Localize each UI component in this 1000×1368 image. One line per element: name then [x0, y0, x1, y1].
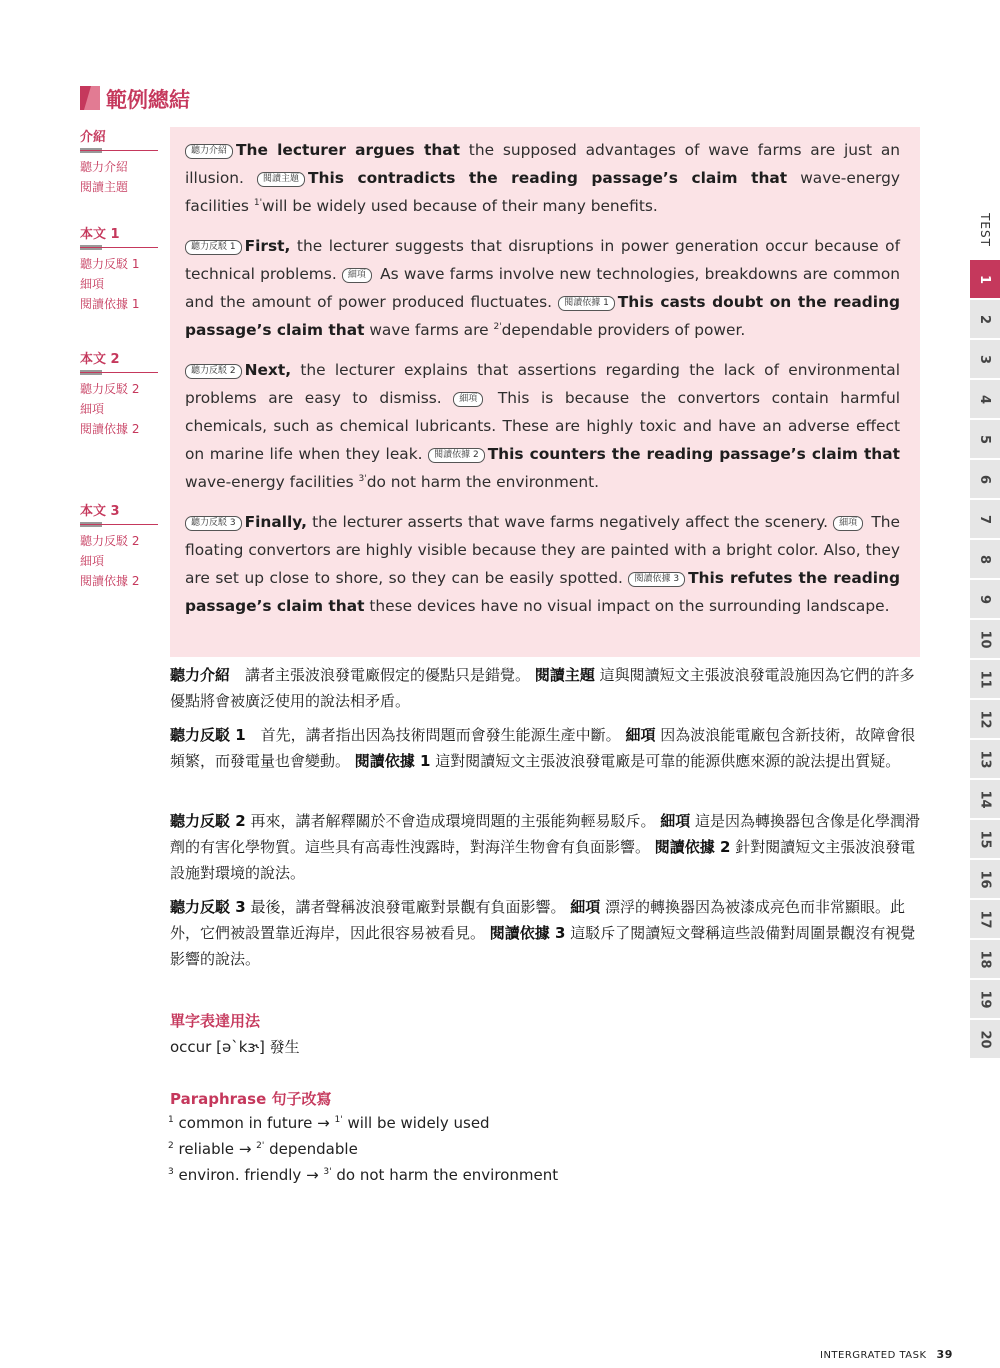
test-tab-8[interactable]	[970, 540, 1000, 580]
test-tab-20[interactable]	[970, 1020, 1000, 1060]
title-marker-icon	[80, 86, 100, 110]
signal-phrase: This refutes the reading passage’s claim that	[185, 569, 900, 615]
paraphrase-to: will be widely used	[347, 1114, 490, 1132]
chinese-paragraph-intro	[170, 662, 922, 714]
arrow-icon: →	[238, 1140, 252, 1158]
sidebar-item: 細項	[80, 402, 105, 416]
zh-label: 聽力反駁 3	[170, 898, 246, 916]
test-tab-label: 10	[977, 629, 993, 649]
test-tab-14[interactable]	[970, 780, 1000, 820]
footnote-marker: 3'	[358, 473, 367, 484]
signal-phrase: This counters the reading passage’s claim that	[487, 445, 900, 463]
test-tabs-label: TEST	[978, 213, 993, 247]
zh-text: 首先，講者指出因為技術問題而會發生能源生產中斷。	[245, 726, 621, 744]
sentence-text: wave-energy facilities	[185, 473, 359, 491]
sidebar-divider	[80, 372, 158, 373]
paraphrase-item	[168, 1162, 558, 1188]
zh-text: 這駁斥了閱讀短文聲稱這些設備對周圍景觀沒有視覺影響的說法。	[170, 924, 916, 968]
zh-label: 細項	[625, 726, 656, 744]
tag-label: 閱讀主題	[257, 172, 305, 187]
signal-phrase: The lecturer argues that	[236, 141, 461, 159]
test-tab-19[interactable]	[970, 980, 1000, 1020]
zh-text: 這與閱讀短文主張波浪發電設施因為它們的許多優點將會被廣泛使用的說法相矛盾。	[170, 666, 915, 710]
english-paragraph-body3	[185, 508, 900, 620]
paraphrase-title: Paraphrase 句子改寫	[170, 1090, 332, 1108]
test-tab-label: 17	[977, 909, 993, 929]
footnote-marker: 1'	[334, 1115, 343, 1125]
zh-label: 閱讀主題	[534, 666, 595, 684]
signal-phrase: Finally,	[244, 513, 307, 531]
page-footer	[820, 1348, 953, 1361]
sidebar-section-body3	[80, 504, 158, 591]
footnote-marker: 2'	[256, 1141, 265, 1151]
footnote-marker: 1	[168, 1115, 174, 1125]
zh-text: 再來，講者解釋關於不會造成環境問題的主張能夠輕易駁斥。	[245, 812, 656, 830]
paraphrase-item	[168, 1110, 490, 1136]
paraphrase-from: environ. friendly	[178, 1166, 302, 1184]
sidebar-divider	[80, 524, 158, 525]
test-tab-6[interactable]	[970, 460, 1000, 500]
test-tab-3[interactable]	[970, 340, 1000, 380]
sentence-text: dependable providers of power.	[501, 321, 746, 339]
test-tab-label: 16	[977, 869, 993, 889]
test-tab-label: 20	[977, 1029, 993, 1049]
chinese-paragraph-body2	[170, 808, 922, 886]
test-tab-4[interactable]	[970, 380, 1000, 420]
footnote-marker: 3'	[323, 1167, 332, 1177]
zh-label: 細項	[570, 898, 601, 916]
sidebar-item: 聽力反駁 2	[80, 382, 140, 396]
zh-text: 講者主張波浪發電廠假定的優點只是錯覺。	[230, 666, 531, 684]
test-tab-1[interactable]	[970, 260, 1000, 300]
english-paragraph-intro	[185, 136, 900, 220]
sidebar-item: 閱讀主題	[80, 180, 129, 194]
sentence-text: As wave farms involve new technologies, breakdowns are common and the amount of power produced fluctuates.	[185, 265, 901, 311]
test-tab-label: 6	[977, 474, 993, 484]
tag-label: 細項	[833, 516, 863, 531]
sidebar-item: 聽力介紹	[80, 160, 129, 174]
vocab-title: 單字表達用法	[170, 1012, 261, 1030]
test-tab-11[interactable]	[970, 660, 1000, 700]
footnote-marker: 2'	[493, 321, 502, 332]
footer-section: INTERGRATED TASK	[820, 1350, 927, 1361]
sentence-text: wave farms are	[364, 321, 494, 339]
chinese-paragraph-body1	[170, 722, 922, 774]
chinese-paragraph-body3	[170, 894, 922, 972]
paraphrase-item	[168, 1136, 358, 1162]
test-tab-16[interactable]	[970, 860, 1000, 900]
zh-text: 這是因為轉換器包含像是化學潤滑劑的有害化學物質。這些具有高毒性洩露時，對海洋生物會有負面影響。	[170, 812, 921, 856]
test-tab-13[interactable]	[970, 740, 1000, 780]
signal-phrase: First,	[244, 237, 291, 255]
sidebar-item: 細項	[80, 277, 105, 291]
paraphrase-from: reliable	[178, 1140, 235, 1158]
tag-label: 閱讀依據 3	[628, 572, 685, 587]
footnote-marker: 1'	[253, 197, 263, 208]
zh-text: 這對閱讀短文主張波浪發電廠是可靠的能源供應來源的說法提出質疑。	[430, 752, 901, 770]
test-tab-10[interactable]	[970, 620, 1000, 660]
test-tab-18[interactable]	[970, 940, 1000, 980]
tag-label: 聽力介紹	[185, 144, 233, 159]
test-tab-7[interactable]	[970, 500, 1000, 540]
sidebar-item: 聽力反駁 2	[80, 534, 140, 548]
sidebar-section-intro	[80, 130, 158, 197]
tag-label: 聽力反駁 3	[185, 516, 242, 531]
arrow-icon: →	[306, 1166, 319, 1184]
zh-text: 因為波浪能電廠包含新技術，故障會很頻繁，而發電量也會變動。	[170, 726, 916, 770]
english-paragraph-body1	[185, 232, 900, 344]
test-tab-12[interactable]	[970, 700, 1000, 740]
test-tab-label: 2	[977, 314, 993, 324]
test-tab-9[interactable]	[970, 580, 1000, 620]
page-title: 範例總結	[106, 88, 190, 112]
zh-label: 閱讀依據 2	[654, 838, 731, 856]
sidebar-head: 本文 3	[80, 504, 120, 519]
tag-label: 細項	[453, 392, 483, 407]
zh-label: 聽力反駁 2	[170, 812, 246, 830]
test-tab-label: 13	[977, 749, 993, 769]
tag-label: 聽力反駁 1	[185, 240, 242, 255]
test-tab-label: 15	[977, 829, 993, 849]
test-tab-label: 5	[977, 434, 993, 444]
sidebar-divider	[80, 150, 158, 151]
sidebar-divider	[80, 247, 158, 248]
sidebar-item: 閱讀依據 2	[80, 574, 140, 588]
page-number: 39	[936, 1348, 953, 1361]
paraphrase-to: dependable	[269, 1140, 358, 1158]
sentence-text: the lecturer suggests that disruptions in power generation occur because of technical problems.	[185, 237, 900, 283]
test-tab-label: 11	[977, 669, 993, 689]
sidebar-head: 本文 2	[80, 352, 120, 367]
arrow-icon: →	[317, 1114, 330, 1132]
zh-text: 針對閱讀短文主張波浪發電設施對環境的說法。	[170, 838, 916, 882]
sentence-text: the supposed advantages of wave farms are just an illusion.	[185, 141, 901, 187]
signal-phrase: This contradicts the reading passage’s claim that	[308, 169, 788, 187]
zh-text: 最後，講者聲稱波浪發電廠對景觀有負面影響。	[245, 898, 566, 916]
test-tab-2[interactable]	[970, 300, 1000, 340]
sentence-text: The floating convertors are highly visible because they are painted with a bright color. Also, they are set up close to shore, so they can be easily spotted.	[185, 513, 900, 587]
sidebar-item: 閱讀依據 1	[80, 297, 140, 311]
tag-label: 細項	[342, 268, 372, 283]
test-tab-label: 14	[977, 789, 993, 809]
test-tab-5[interactable]	[970, 420, 1000, 460]
zh-label: 閱讀依據 1	[354, 752, 431, 770]
test-tab-label: 7	[977, 514, 993, 524]
test-tab-17[interactable]	[970, 900, 1000, 940]
sidebar-section-body2	[80, 352, 158, 439]
test-tab-label: 9	[977, 594, 993, 604]
zh-text: 漂浮的轉換器因為被漆成亮色而非常顯眼。此外，它們被設置靠近海岸，因此很容易被看見。	[170, 898, 906, 942]
tag-label: 閱讀依據 1	[558, 296, 615, 311]
signal-phrase: Next,	[244, 361, 292, 379]
test-tab-15[interactable]	[970, 820, 1000, 860]
zh-label: 細項	[660, 812, 691, 830]
tag-label: 聽力反駁 2	[185, 364, 242, 379]
sentence-text: wave-energy facilities	[185, 169, 900, 215]
english-paragraph-body2	[185, 356, 900, 496]
test-tab-label: 19	[977, 989, 993, 1009]
vocab-entry: occur [əˋkɝ] 發生	[170, 1038, 300, 1056]
sentence-text: these devices have no visual impact on the surrounding landscape.	[364, 597, 890, 615]
footnote-marker: 3	[168, 1167, 174, 1177]
zh-label: 閱讀依據 3	[489, 924, 566, 942]
sidebar-section-body1	[80, 227, 158, 314]
paraphrase-to: do not harm the environment	[336, 1166, 559, 1184]
test-tab-label: 1	[977, 274, 993, 284]
sidebar-item: 細項	[80, 554, 105, 568]
zh-label: 聽力反駁 1	[170, 726, 246, 744]
paraphrase-from: common in future	[178, 1114, 313, 1132]
test-tab-label: 12	[977, 709, 993, 729]
sidebar-item: 聽力反駁 1	[80, 257, 140, 271]
test-tab-label: 8	[977, 554, 993, 564]
sidebar-head: 本文 1	[80, 227, 120, 242]
sentence-text: the lecturer asserts that wave farms negatively affect the scenery.	[306, 513, 828, 531]
footnote-marker: 2	[168, 1141, 174, 1151]
test-tab-label: 3	[977, 354, 993, 364]
sentence-text: the lecturer explains that assertions regarding the lack of environmental problems are easy to dismiss.	[185, 361, 900, 407]
sidebar-head: 介紹	[80, 130, 107, 145]
sentence-text: will be widely used because of their many benefits.	[262, 197, 658, 215]
signal-phrase: This casts doubt on the reading passage’s claim that	[185, 293, 900, 339]
zh-label: 聽力介紹	[170, 666, 231, 684]
test-tab-label: 4	[977, 394, 993, 404]
tag-label: 閱讀依據 2	[428, 448, 485, 463]
sentence-text: do not harm the environment.	[366, 473, 600, 491]
sentence-text: This is because the convertors contain harmful chemicals, such as chemical lubricants. These are highly toxic and have an adverse effect on marine life when they leak.	[185, 389, 900, 463]
test-tab-label: 18	[977, 949, 993, 969]
sidebar-item: 閱讀依據 2	[80, 422, 140, 436]
